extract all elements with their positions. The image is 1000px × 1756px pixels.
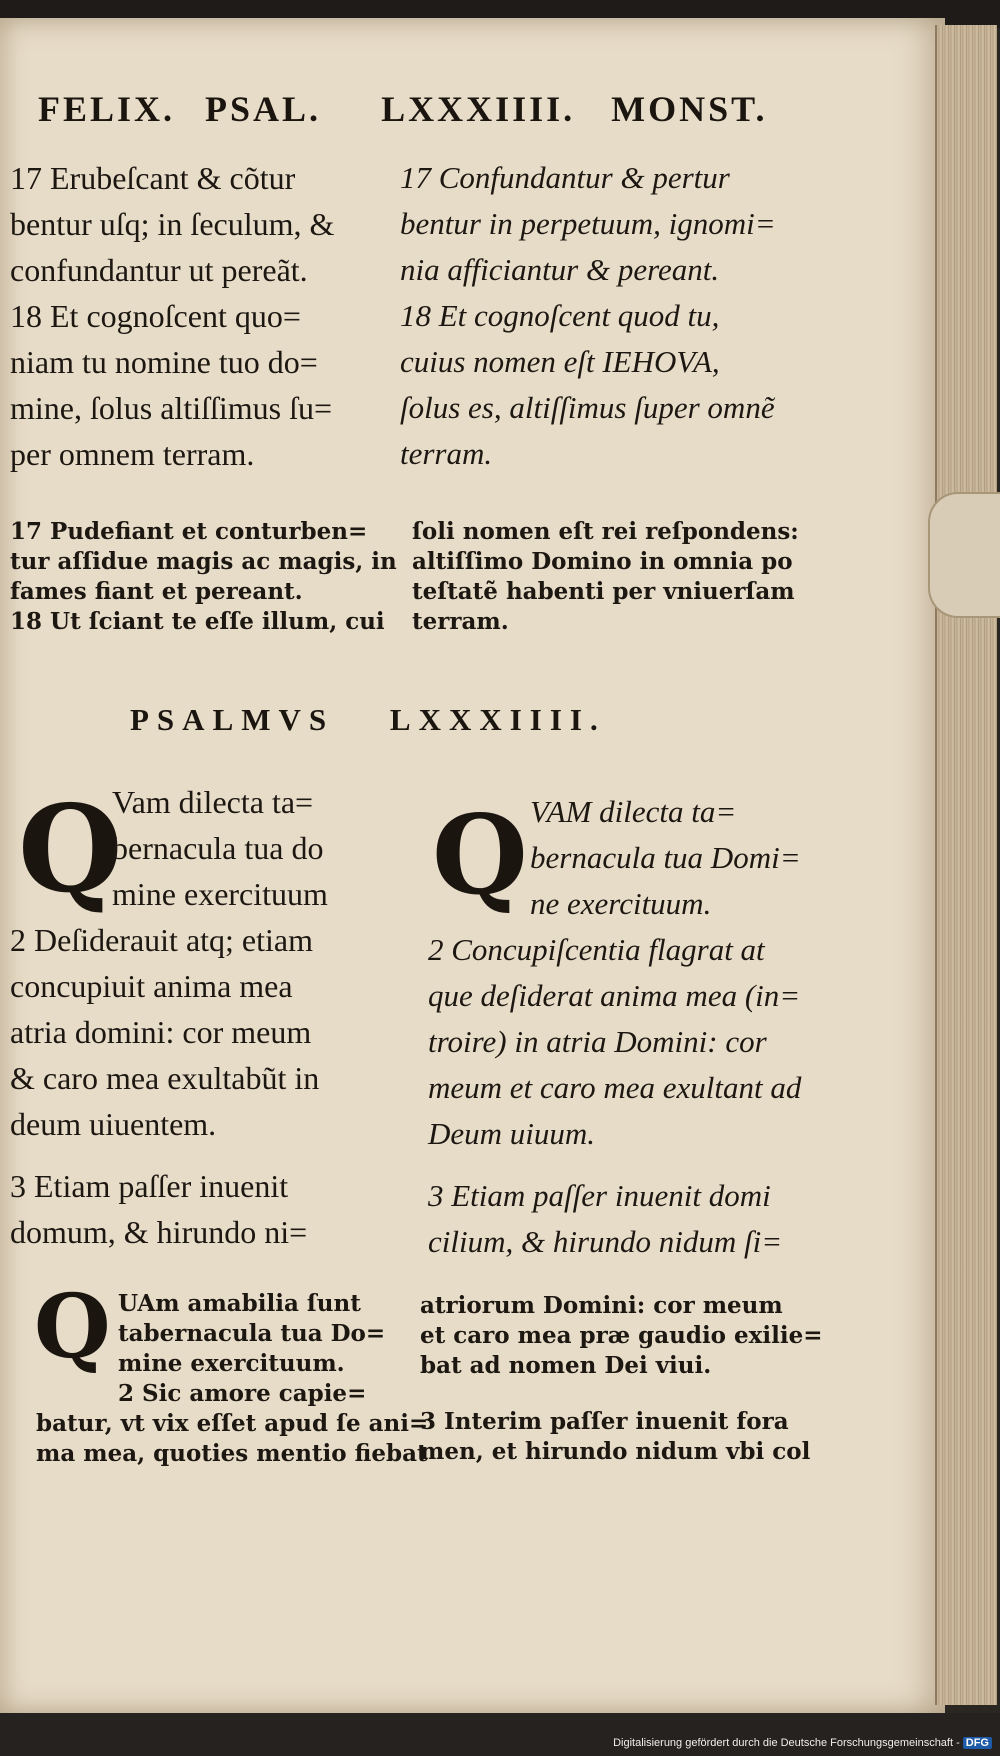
- text-line: 2 Concupiſcentia flagrat at: [428, 932, 765, 967]
- text-line: altiſſimo Domino in omnia po: [412, 548, 793, 575]
- text-line: mine exercituum: [112, 876, 328, 912]
- text-line: 2 Sic amore capie=: [118, 1380, 367, 1407]
- text-line: tabernacula tua Do=: [118, 1320, 386, 1347]
- page-edges: [935, 25, 997, 1705]
- text-line: et caro mea præ gaudio exilie=: [420, 1322, 823, 1349]
- text-line: domum, & hirundo ni=: [10, 1214, 308, 1250]
- text-line: bentur in perpetuum, ignomi=: [400, 206, 776, 241]
- text-line: bernacula tua Domi=: [530, 840, 801, 875]
- text-line: terram.: [400, 436, 493, 471]
- text-line: 3 Etiam paſſer inuenit: [10, 1168, 289, 1204]
- text-line: tur aſſidue magis ac magis, in: [10, 548, 397, 575]
- text-line: troire) in atria Domini: cor: [428, 1024, 767, 1059]
- text-line: bat ad nomen Dei viui.: [420, 1352, 712, 1379]
- text-line: bernacula tua do: [112, 830, 324, 866]
- text-line: per omnem terram.: [10, 436, 255, 472]
- text-line: deum uiuentem.: [10, 1106, 217, 1142]
- drop-cap-lower: Q: [34, 1274, 111, 1378]
- text-line: terram.: [412, 608, 509, 635]
- running-header: [38, 88, 768, 130]
- text-line: 17 Erubeſcant & cõtur: [10, 160, 296, 196]
- psalm-title: [130, 702, 606, 738]
- text-line: atriorum Domini: cor meum: [420, 1292, 783, 1319]
- text-line: cilium, & hirundo nidum ſi=: [428, 1224, 783, 1259]
- text-line: 2 Deſiderauit atq; etiam: [10, 922, 313, 958]
- text-line: Vam dilecta ta=: [112, 784, 314, 820]
- text-line: VAM dilecta ta=: [530, 794, 737, 829]
- drop-cap-right: Q: [432, 790, 528, 919]
- text-line: UAm amabilia ſunt: [118, 1290, 361, 1317]
- header-right: MONST.: [611, 89, 768, 129]
- header-number: LXXXIIII.: [381, 89, 576, 129]
- text-line: confundantur ut pereãt.: [10, 252, 308, 288]
- text-line: nia afficiantur & pereant.: [400, 252, 720, 287]
- digitization-credit: [613, 1737, 992, 1749]
- text-line: 18 Et cognoſcent quo=: [10, 298, 301, 334]
- text-line: 3 Etiam paſſer inuenit domi: [428, 1178, 771, 1213]
- text-line: cuius nomen eſt IEHOVA,: [400, 344, 720, 379]
- text-line: ma mea, quoties mentio fiebat: [36, 1440, 428, 1467]
- text-line: que deſiderat anima mea (in=: [428, 978, 801, 1013]
- text-line: ſoli nomen eſt rei reſpondens:: [412, 518, 799, 545]
- psalm-title-number: LXXXIIII.: [389, 702, 606, 737]
- text-line: ſolus es, altiſſimus ſuper omnẽ: [400, 390, 775, 425]
- text-line: & caro mea exultabũt in: [10, 1060, 320, 1096]
- text-line: 17 Confundantur & pertur: [400, 160, 730, 195]
- text-line: atria domini: cor meum: [10, 1014, 312, 1050]
- text-line: 3 Interim paſſer inuenit fora: [420, 1408, 789, 1435]
- text-line: fames fiant et pereant.: [10, 578, 303, 605]
- scan-bottom-bar: [0, 1713, 1000, 1756]
- text-line: 17 Pudefiant et conturben=: [10, 518, 368, 545]
- text-line: teſtatẽ habenti per vniuerſam: [412, 578, 795, 605]
- text-line: niam tu nomine tuo do=: [10, 344, 318, 380]
- text-line: concupiuit anima mea: [10, 968, 293, 1004]
- text-line: mine exercituum.: [118, 1350, 345, 1377]
- psalm-title-word: PSALMVS: [130, 702, 335, 737]
- text-line: Deum uiuum.: [428, 1116, 596, 1151]
- text-line: mine, ſolus altiſſimus ſu=: [10, 390, 333, 426]
- drop-cap-left: Q: [18, 779, 123, 920]
- page-tab: [928, 492, 1000, 618]
- text-line: batur, vt vix eſſet apud ſe ani=: [36, 1410, 429, 1437]
- text-line: men, et hirundo nidum vbi col: [420, 1438, 811, 1465]
- text-line: meum et caro mea exultant ad: [428, 1070, 802, 1105]
- header-left: FELIX.: [38, 89, 176, 129]
- text-line: 18 Ut ſciant te eſſe illum, cui: [10, 608, 385, 635]
- dfg-logo: DFG: [963, 1737, 992, 1749]
- credit-text: Digitalisierung gefördert durch die Deutsche Forschungsgemeinschaft -: [613, 1737, 960, 1749]
- text-line: ne exercituum.: [530, 886, 712, 921]
- text-line: 18 Et cognoſcent quod tu,: [400, 298, 720, 333]
- text-line: bentur uſq; in ſeculum, &: [10, 206, 335, 242]
- header-psal: PSAL.: [205, 89, 322, 129]
